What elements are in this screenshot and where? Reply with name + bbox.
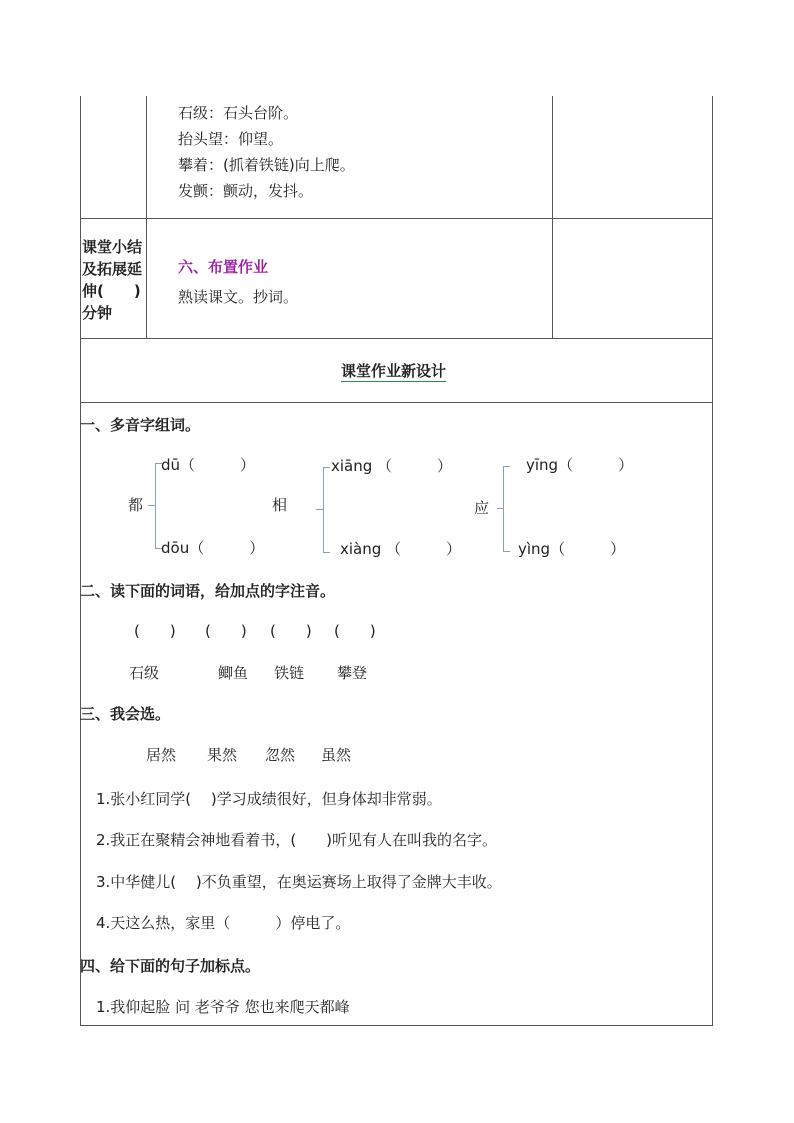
note-line-4: 发颤：颤动，发抖。: [178, 182, 314, 200]
note-line-3: 攀着：(抓着铁链)向上爬。: [178, 156, 355, 174]
note-line-1: 石级：石头台阶。: [178, 104, 299, 122]
choice-item-4: 4.天这么热，家里（ ）停电了。: [96, 914, 351, 932]
note-line-2: 抬头望：仰望。: [178, 130, 284, 148]
col-divider-1: [146, 96, 147, 338]
pinyin-bracket-3[interactable]: ( ): [270, 622, 312, 640]
polyphone-char-2: 相: [272, 496, 288, 514]
summary-label-line-3: 伸( ): [82, 282, 141, 300]
polyphone-2-top: xiāng （ ）: [331, 457, 453, 475]
table-left-border: [80, 96, 81, 1026]
option-3: 忽然: [265, 746, 296, 764]
summary-label-line-2: 及拓展延: [82, 260, 143, 278]
table-right-border: [712, 96, 713, 1026]
section3-title: 三、我会选。: [80, 705, 171, 723]
word-3: 铁链: [274, 664, 305, 682]
option-2: 果然: [207, 746, 238, 764]
homework-text: 熟读课文。抄词。: [178, 288, 299, 306]
polyphone-tick-2: [316, 509, 323, 510]
polyphone-tick-1: [148, 505, 155, 506]
homework-heading: 六、布置作业: [178, 258, 269, 276]
polyphone-char-3: 应: [474, 499, 490, 517]
choice-item-1: 1.张小红同学( )学习成绩很好，但身体却非常弱。: [96, 790, 442, 808]
polyphone-char-1: 都: [128, 496, 144, 514]
row-divider-2: [80, 338, 713, 339]
row-divider-3: [80, 402, 713, 403]
choice-item-3: 3.中华健儿( )不负重望，在奥运赛场上取得了金牌大丰收。: [96, 873, 502, 891]
choice-item-2: 2.我正在聚精会神地看着书，( )听见有人在叫我的名字。: [96, 831, 498, 849]
section2-title: 二、读下面的词语，给加点的字注音。: [80, 582, 336, 600]
polyphone-3-top: yīng（ ）: [526, 456, 634, 474]
pinyin-bracket-2[interactable]: ( ): [205, 622, 247, 640]
polyphone-bracket-1: [155, 463, 162, 549]
section4-title: 四、给下面的句子加标点。: [80, 957, 261, 975]
polyphone-1-bottom: dōu（ ）: [161, 539, 265, 557]
row-divider-1: [80, 218, 713, 219]
punctuation-item-1: 1.我仰起脸 问 老爷爷 您也来爬天都峰: [96, 998, 350, 1016]
pinyin-bracket-1[interactable]: ( ): [134, 622, 176, 640]
design-title: 课堂作业新设计: [341, 362, 447, 380]
polyphone-bracket-3: [503, 466, 510, 552]
option-4: 虽然: [321, 746, 352, 764]
col-divider-2: [552, 96, 553, 338]
word-2: 鲫鱼: [218, 664, 249, 682]
word-4: 攀登: [337, 664, 368, 682]
polyphone-tick-3: [497, 508, 503, 509]
word-1: 石级: [129, 664, 160, 682]
polyphone-2-bottom: xiàng （ ）: [340, 540, 462, 558]
summary-label-line-4: 分钟: [82, 304, 113, 322]
section1-title: 一、多音字组词。: [80, 416, 201, 434]
polyphone-3-bottom: yìng（ ）: [518, 540, 626, 558]
pinyin-bracket-4[interactable]: ( ): [334, 622, 376, 640]
polyphone-1-top: dū（ ）: [161, 456, 256, 474]
polyphone-bracket-2: [323, 467, 330, 553]
summary-label-line-1: 课堂小结: [82, 238, 143, 256]
table-bottom-border: [80, 1025, 713, 1026]
option-1: 居然: [146, 746, 177, 764]
